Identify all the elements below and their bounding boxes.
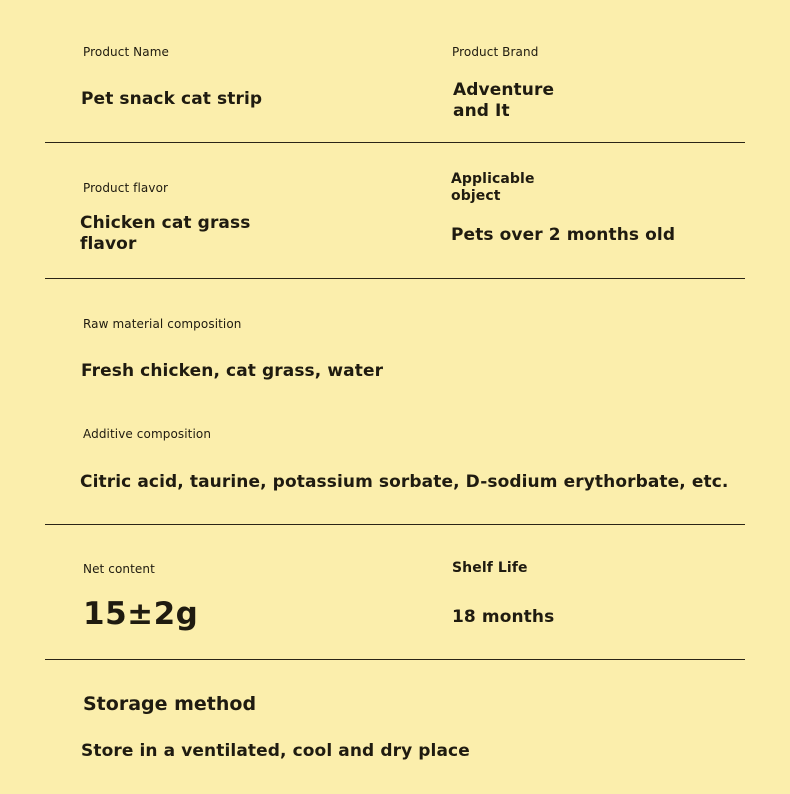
product-name-value: Pet snack cat strip [81,89,263,109]
shelf-life-value: 18 months [452,607,555,627]
net-content-label: Net content [83,562,155,576]
additive-label: Additive composition [83,427,212,441]
divider-3 [45,524,745,525]
divider-2 [45,278,745,279]
product-brand-value: Adventure and It [453,80,555,121]
storage-method-value: Store in a ventilated, cool and dry place [81,741,470,761]
applicable-object-label: Applicable object [451,171,535,204]
product-flavor-label: Product flavor [83,181,169,195]
raw-material-label: Raw material composition [83,317,242,331]
product-flavor-value: Chicken cat grass flavor [80,213,251,254]
applicable-object-value: Pets over 2 months old [451,225,676,245]
raw-material-value: Fresh chicken, cat grass, water [81,361,384,381]
divider-1 [45,142,745,143]
additive-value: Citric acid, taurine, potassium sorbate, D-sodium erythorbate, etc. [80,472,729,492]
product-name-label: Product Name [83,45,169,59]
net-content-value: 15±2g [83,596,199,632]
storage-method-heading: Storage method [83,693,257,715]
divider-4 [45,659,745,660]
shelf-life-label: Shelf Life [452,560,528,576]
product-brand-label: Product Brand [452,45,539,59]
